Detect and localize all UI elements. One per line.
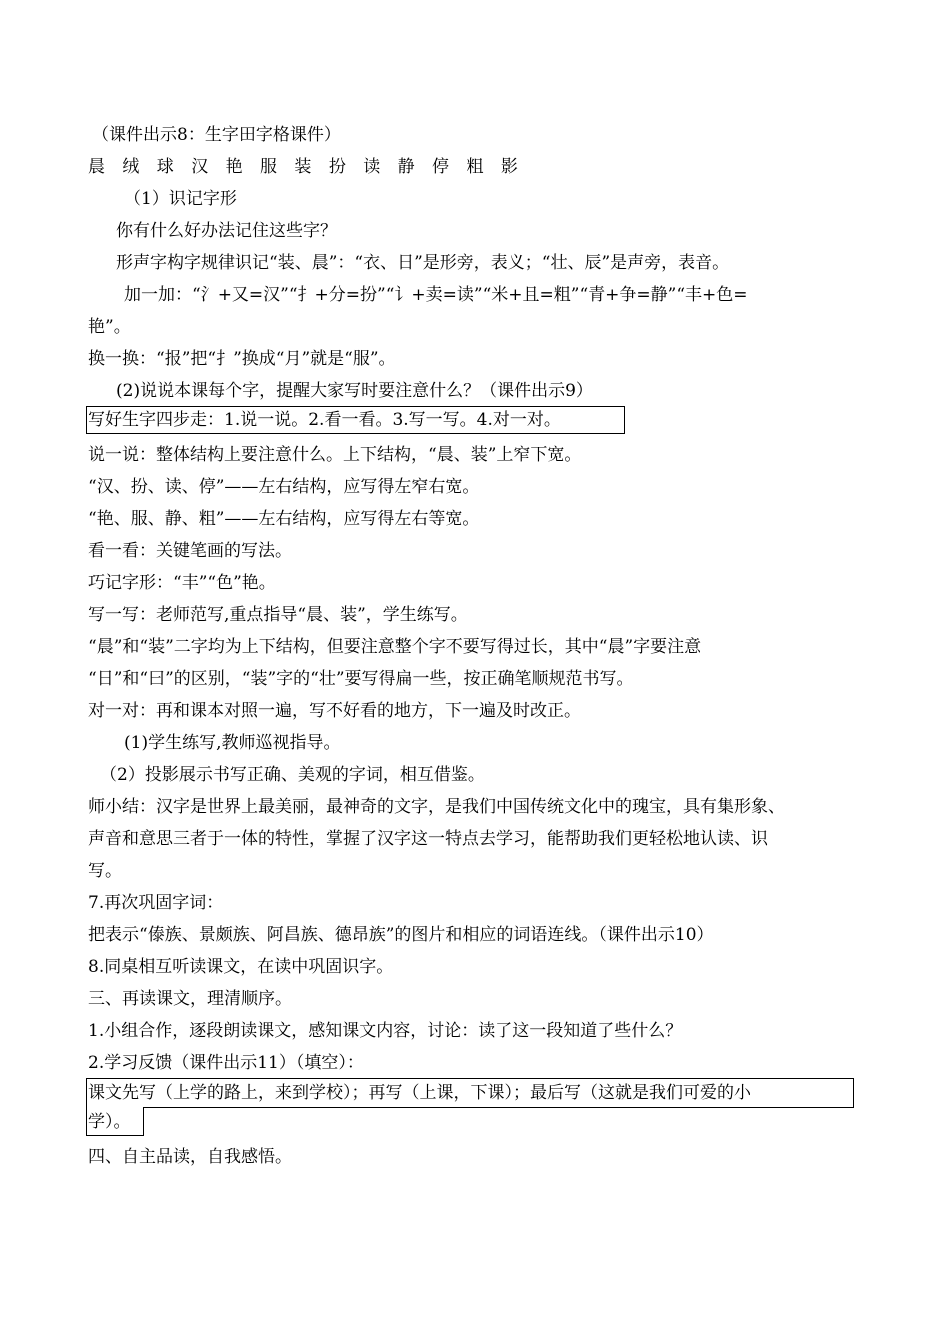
practice-line: (1)学生练写,教师巡视指导。	[124, 733, 341, 753]
fill-blank-box-divider	[144, 1107, 854, 1108]
feedback-heading: 2.学习反馈（课件出示11）（填空）：	[88, 1053, 364, 1073]
structure-note-continued: “日”和“曰”的区别，“装”字的“壮”要写得扁一些，按正确笔顺规范书写。	[88, 669, 634, 689]
part-four-heading: 四、自主品读，自我感悟。	[88, 1147, 292, 1167]
look-step-line: 看一看：关键笔画的写法。	[88, 541, 292, 561]
phonetic-rule-line: 形声字构字规律识记“装、晨”：“衣、日”是形旁，表义；“壮、辰”是声旁，表音。	[116, 253, 730, 273]
section-7-heading: 7.再次巩固字词：	[88, 893, 224, 913]
teacher-summary-continued: 声音和意思三者于一体的特性，掌握了汉字这一特点去学习，能帮助我们更轻松地认读、识	[88, 829, 768, 849]
replace-method-line: 换一换：“报”把“扌”换成“月”就是“服”。	[88, 349, 396, 369]
question-line: 你有什么好办法记住这些字？	[116, 221, 337, 241]
part-three-heading: 三、再读课文，理清顺序。	[88, 989, 292, 1009]
section-8-heading: 8.同桌相互听读课文，在读中巩固识字。	[88, 957, 394, 977]
fill-blank-text: 课文先写（上学的路上，来到学校）；再写（上课，下课）；最后写（这就是我们可爱的小	[88, 1083, 751, 1103]
teacher-summary-end: 写。	[88, 861, 122, 881]
section-heading-shape: （1）识记字形	[124, 189, 237, 209]
fill-blank-text-continued: 学）。	[88, 1112, 131, 1132]
left-narrow-line: “汉、扮、读、停”——左右结构，应写得左窄右宽。	[88, 477, 480, 497]
say-step-line: 说一说：整体结构上要注意什么。上下结构，“晨、装”上窄下宽。	[88, 445, 582, 465]
projection-line: （2）投影展示书写正确、美观的字词，相互借鉴。	[100, 765, 485, 785]
matching-task-line: 把表示“傣族、景颇族、阿昌族、德昂族”的图片和相应的词语连线。（课件出示10）	[88, 925, 714, 945]
courseware-note-8: （课件出示8：生字田字格课件）	[92, 125, 341, 145]
write-step-line: 写一写：老师范写,重点指导“晨、装”，学生练写。	[88, 605, 468, 625]
new-characters-list: 晨 绒 球 汉 艳 服 装 扮 读 静 停 粗 影	[88, 157, 524, 177]
group-reading-line: 1.小组合作，逐段朗读课文，感知课文内容，讨论：读了这一段知道了些什么？	[88, 1021, 683, 1041]
steps-text: 写好生字四步走：1.说一说。2.看一看。3.写一写。4.对一对。	[88, 410, 561, 430]
section-heading-notes: (2)说说本课每个字，提醒大家写时要注意什么？（课件出示9）	[116, 381, 593, 401]
teacher-summary-line: 师小结：汉字是世界上最美丽，最神奇的文字，是我们中国传统文化中的瑰宝，具有集形象、	[88, 797, 785, 817]
check-step-line: 对一对：再和课本对照一遍，写不好看的地方，下一遍及时改正。	[88, 701, 581, 721]
left-equal-line: “艳、服、静、粗”——左右结构，应写得左右等宽。	[88, 509, 480, 529]
add-method-continued: 艳”。	[88, 317, 131, 337]
add-method-line: 加一加：“氵+又=汉”“扌+分=扮”“讠+卖=读”“米+且=粗”“青+争=静”“丰+色=	[124, 285, 748, 305]
structure-note-line: “晨”和“装”二字均为上下结构，但要注意整个字不要写得过长，其中“晨”字要注意	[88, 637, 702, 657]
memory-trick-line: 巧记字形：“丰”“色”艳。	[88, 573, 276, 593]
